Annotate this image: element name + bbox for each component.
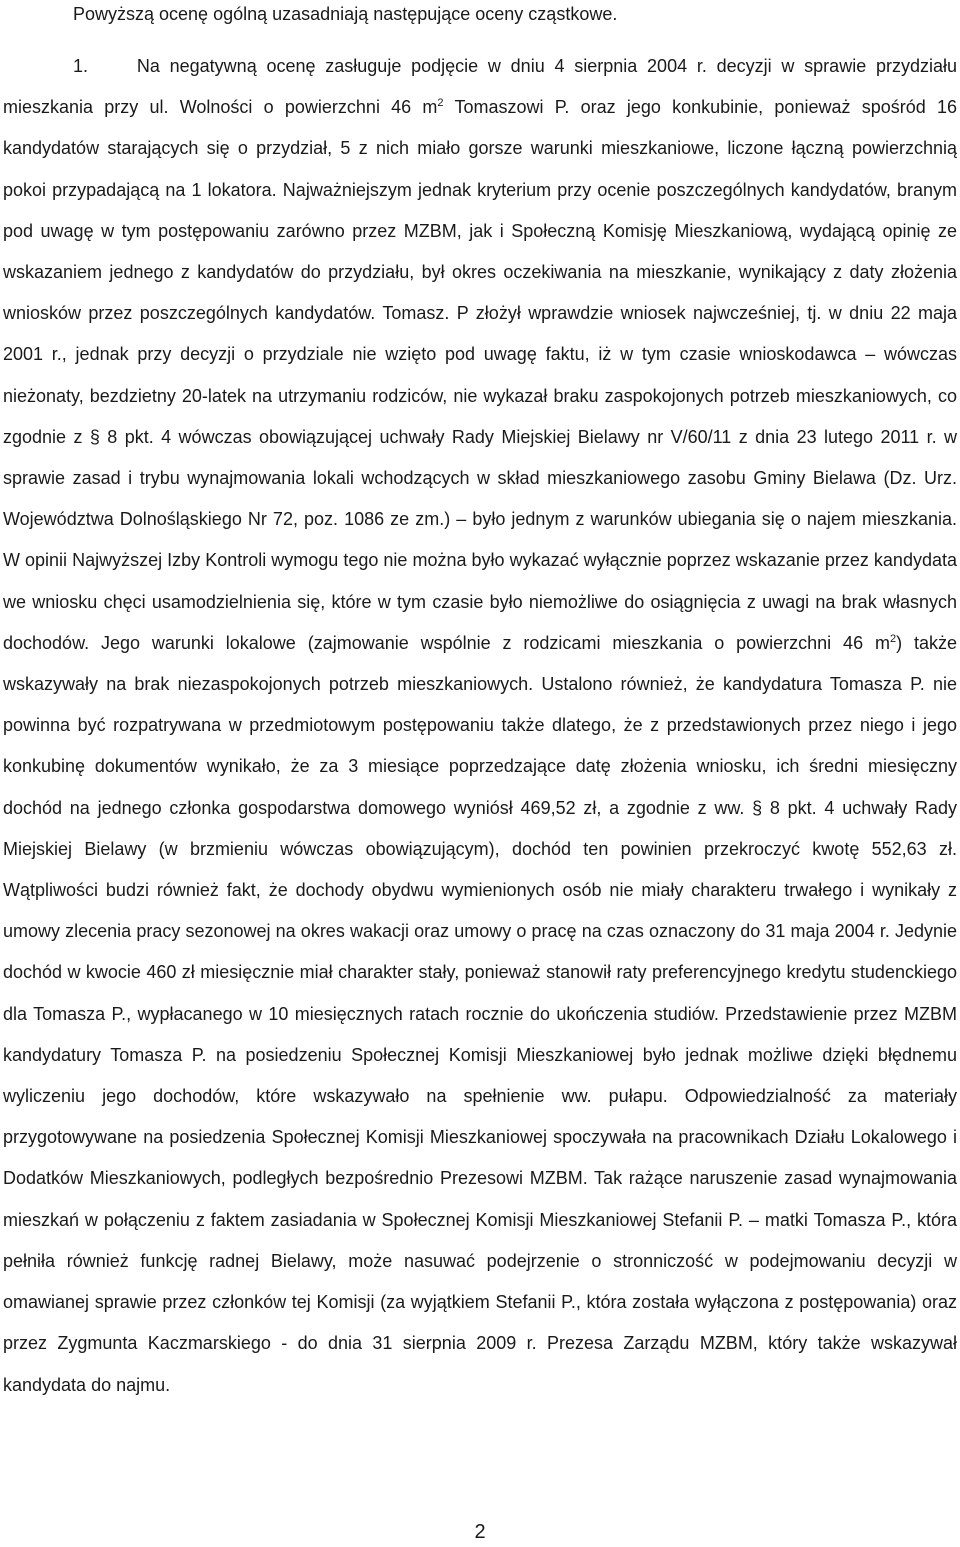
paragraph-part-c: ) także wskazywały na brak niezaspokojonych potrzeb mieszkaniowych. Ustalono również, że kandydatura Tomasza P. nie powinna być rozpatrywana w przedmiotowym postępowaniu także dlatego, że z przedstawionych przez niego i jego konkubinę dokumentów wynikało, że za 3 miesiące poprzedzające datę złożenia wniosku, ich średni miesięczny dochód na jednego członka gospodarstwa domowego wyniósł 469,52 zł, a zgodnie z ww. § 8 pkt. 4 uchwały Rady Miejskiej Bielawy (w brzmieniu wówczas obowiązującym), dochód ten powinien przekroczyć kwotę 552,63 zł. Wątpliwości budzi również fakt, że dochody obydwu wymienionych osób nie miały charakteru trwałego i wynikały z umowy zlecenia pracy sezonowej na okres wakacji oraz umowy o pracę na czas oznaczony do 31 maja 2004 r. Jedynie dochód w kwocie 460 zł miesięcznie miał charakter stały, ponieważ stanowił raty preferencyjnego kredytu studenckiego dla Tomasza P., wypłacanego w 10 miesięcznych ratach rocznie do ukończenia studiów. Przedstawienie przez MZBM kandydatury Tomasza P. na posiedzeniu Społecznej Komisji Mieszkaniowej było jednak możliwe dzięki błędnemu wyliczeniu jego dochodów, które wskazywało na spełnienie ww. pułapu. Odpowiedzialność za materiały przygotowywane na posiedzenia Społecznej Komisji Mieszkaniowej spoczywała na pracownikach Działu Lokalowego i Dodatków Mieszkaniowych, podległych bezpośrednio Prezesowi MZBM. Tak rażące naruszenie zasad wynajmowania mieszkań w połączeniu z faktem zasiadania w Społecznej Komisji Mieszkaniowej Stefanii P. – matki Tomasza P., która pełniła również funkcję radnej Bielawy, może nasuwać podejrzenie o stronniczość w podejmowaniu decyzji w omawianej sprawie przez członków tej Komisji (za wyjątkiem Stefanii P., która została wyłączona z postępowania) oraz przez Zygmunta Kaczmarskiego - do dnia 31 sierpnia 2009 r. Prezesa Zarządu MZBM, który także wskazywał kandydata do najmu. [3,632,957,1395]
intro-sentence: Powyższą ocenę ogólną uzasadniają następujące oceny cząstkowe. [73,4,618,24]
item-number: 1. [73,56,89,76]
superscript-area-unit-2: 2 [889,632,897,645]
paragraph-part-a: Na negatywną ocenę zasługuje podjęcie w dniu 4 sierpnia 2004 r. decyzji w sprawie przydziału mieszkania przy ul. Wolności o powierzchni 46 m [3,56,958,118]
page-number: 2 [474,1521,486,1543]
superscript-area-unit: 2 [437,97,444,110]
paragraph-part-b: Tomaszowi P. oraz jego konkubinie, ponieważ spośród 16 kandydatów starających się o przydział, 5 z nich miało gorsze warunki mieszkaniowe, liczone łączną powierzchnią pokoi przypadającą na 1 lokatora. Najważniejszym jednak kryterium przy ocenie poszczególnych kandydatów, branym pod uwagę w tym postępowaniu zarówno przez MZBM, jak i Społeczną Komisję Mieszkaniową, wydającą opinię ze wskazaniem jednego z kandydatów do przydziału, był okres oczekiwania na mieszkanie, wynikający z daty złożenia wniosków przez poszczególnych kandydatów. Tomasz. P złożył wprawdzie wniosek najwcześniej, tj. w dniu 22 maja 2001 r., jednak przy decyzji o przydziale nie wzięto pod uwagę faktu, iż w tym czasie wnioskodawca – wówczas nieżonaty, bezdzietny 20-latek na utrzymaniu rodziców, nie wykazał braku zaspokojonych potrzeb mieszkaniowych, co zgodnie z § 8 pkt. 4 wówczas obowiązującej uchwały Rady Miejskiej Bielawy nr V/60/11 z dnia 23 lutego 2011 r. w sprawie zasad i trybu wynajmowania lokali wchodzących w skład mieszkaniowego zasobu Gminy Bielawa (Dz. Urz. Województwa Dolnośląskiego Nr 72, poz. 1086 ze zm.) – było jednym z warunków ubiegania się o najem mieszkania. W opinii Najwyższej Izby Kontroli wymogu tego nie można było wykazać wyłącznie poprzez wskazanie przez kandydata we wniosku chęci usamodzielnienia się, które w tym czasie było niemożliwe do osiągnięcia z uwagi na brak własnych dochodów. Jego warunki lokalowe (zajmowanie wspólnie z rodzicami mieszkania o powierzchni 46 m [3,97,957,653]
main-paragraph [3,46,957,1406]
